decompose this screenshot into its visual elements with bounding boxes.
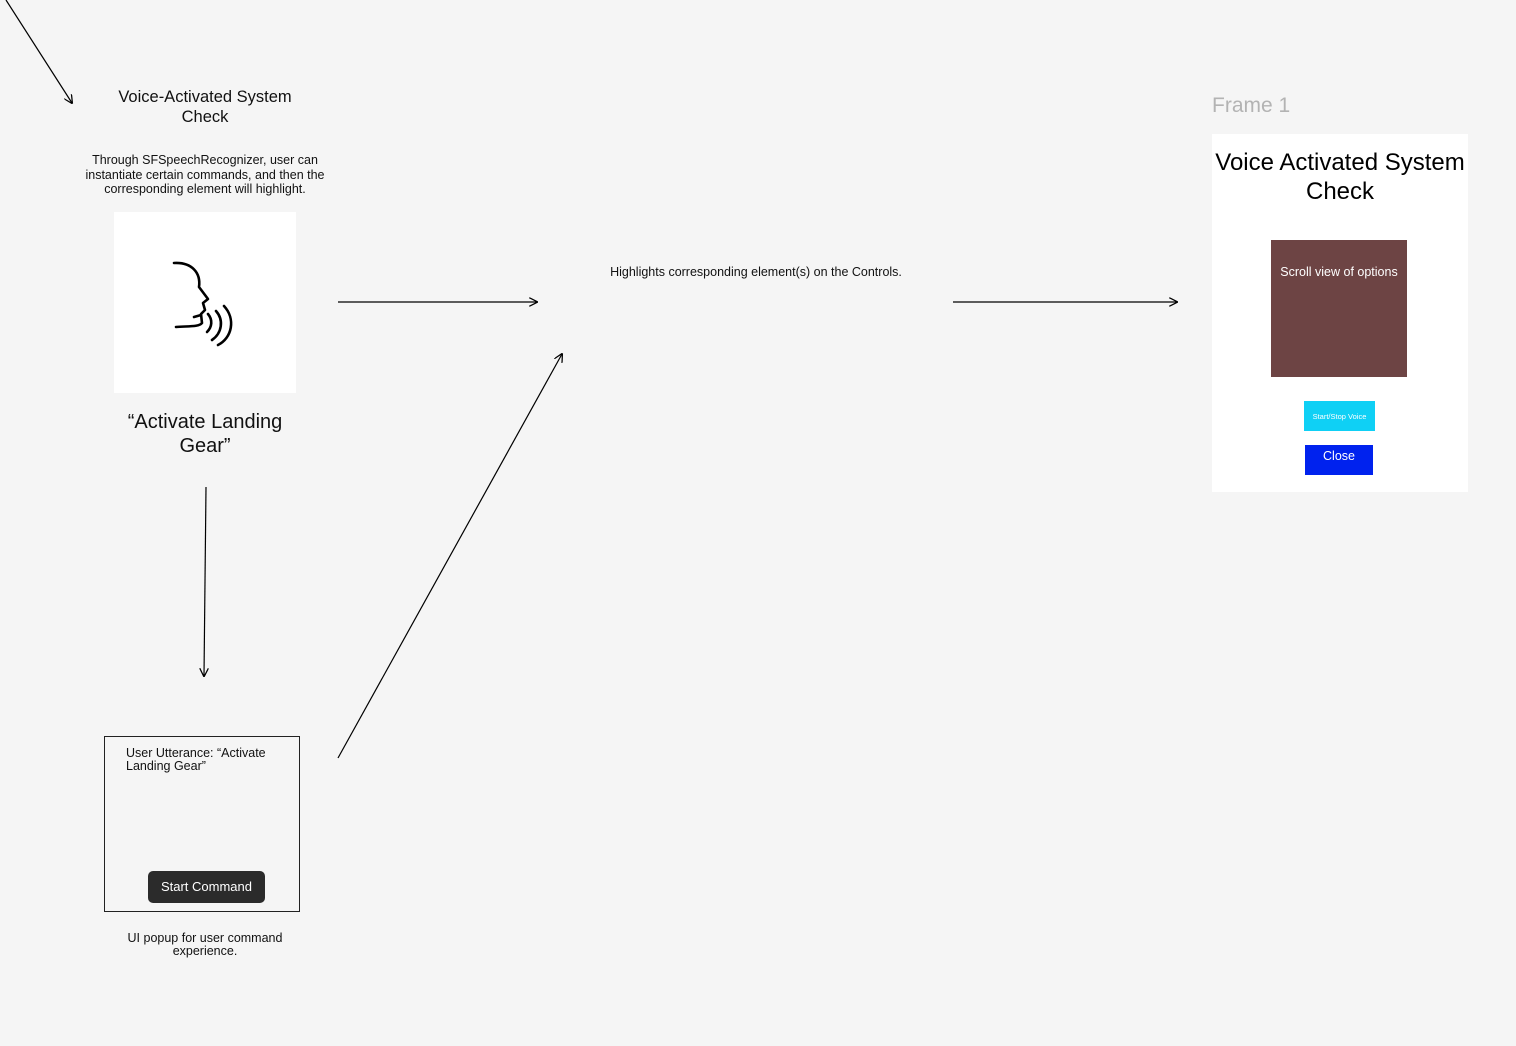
command-popup <box>104 736 300 912</box>
options-scroll-view[interactable] <box>1271 240 1407 377</box>
speech-card <box>114 212 296 393</box>
popup-caption: UI popup for user command experience. <box>127 931 283 958</box>
entry-arrow <box>6 0 72 103</box>
frame-mockup <box>1212 134 1468 492</box>
speaking-head-icon <box>170 259 242 349</box>
frame-title: Voice Activated System Check <box>1215 149 1465 205</box>
node-title: Voice-Activated System Check <box>118 88 292 126</box>
start-command-button[interactable]: Start Command <box>148 871 265 903</box>
frame-label: Frame 1 <box>1212 94 1291 117</box>
scroll-view-label: Scroll view of options <box>1280 265 1398 279</box>
start-stop-voice-button[interactable] <box>1304 401 1375 431</box>
popup-to-highlight-arrow <box>338 354 562 758</box>
utterance-quote: “Activate Landing Gear” <box>127 411 283 457</box>
highlight-description: Highlights corresponding element(s) on the Controls. <box>610 265 902 279</box>
utterance-to-popup-arrow <box>204 487 206 676</box>
node-description: Through SFSpeechRecognizer, user can instantiate certain commands, and then the corresponding element will highlight. <box>85 153 325 196</box>
close-button[interactable]: Close <box>1305 445 1373 475</box>
popup-utterance-text: User Utterance: “Activate Landing Gear” <box>126 746 266 773</box>
voice-button-label: Start/Stop Voice <box>1312 411 1367 421</box>
